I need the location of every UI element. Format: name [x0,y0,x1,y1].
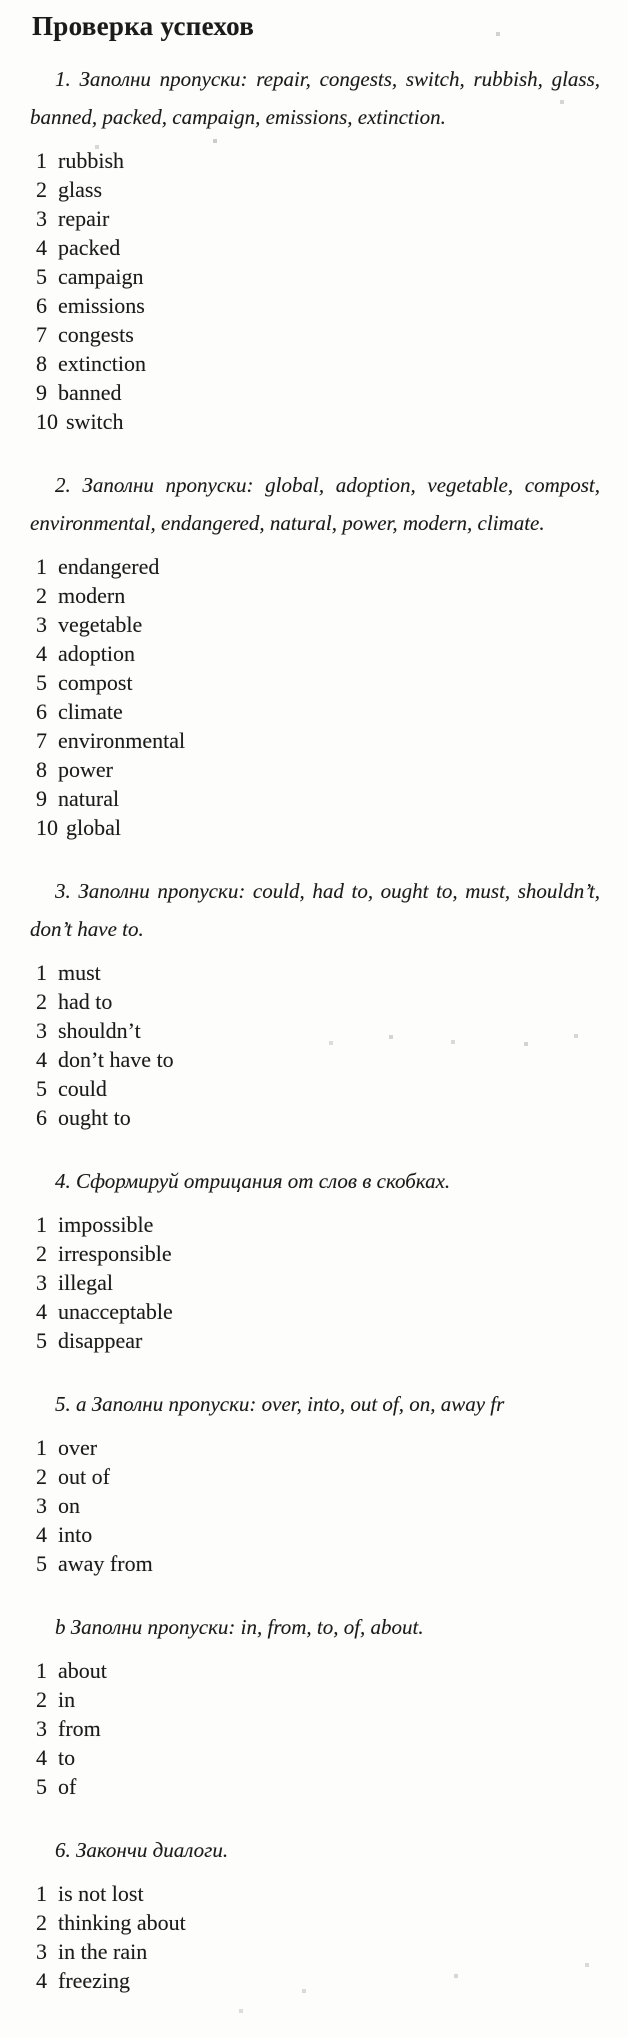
answer-text: adoption [58,641,135,666]
answer-text: of [58,1774,77,1799]
answer-text: congests [58,322,134,347]
answer-text: extinction [58,351,146,376]
answer-number: 1 [36,1658,47,1683]
answer-text: modern [58,583,126,608]
answer-number: 3 [36,1018,47,1043]
answer-item [36,1772,600,1801]
answer-item [36,697,600,726]
answer-text: climate [58,699,123,724]
exercise-instruction: 2. Заполни пропуски: global, adoption, vegetable, compost, environmental, endangered, natural, power, modern, climate. [30,473,600,535]
answer-text: could [58,1076,107,1101]
answer-item [36,1326,600,1355]
answer-list [30,1879,600,1995]
answer-item [36,146,600,175]
answer-item [36,639,600,668]
answer-number: 1 [36,1881,47,1906]
answer-text: repair [58,206,110,231]
answer-number: 1 [36,1212,47,1237]
answer-item [36,407,600,436]
exercise-instruction: 1. Заполни пропуски: repair, congests, switch, rubbish, glass, banned, packed, campaign, emissions, extinction. [30,67,600,129]
answer-text: had to [58,989,113,1014]
answer-number: 1 [36,1435,47,1460]
answer-number: 5 [36,1774,47,1799]
exercise-section [30,1831,600,1995]
answer-number: 3 [36,1270,47,1295]
answer-number: 5 [36,264,47,289]
answer-number: 10 [36,815,58,840]
answer-list [30,552,600,842]
answer-number: 6 [36,699,47,724]
answer-text: impossible [58,1212,154,1237]
answer-text: unacceptable [58,1299,173,1324]
answer-item [36,987,600,1016]
answer-text: natural [58,786,120,811]
answer-item [36,668,600,697]
answer-item [36,726,600,755]
answer-number: 3 [36,1939,47,1964]
answer-number: 7 [36,322,47,347]
exercise-instruction: 4. Сформируй отрицания от слов в скобках. [55,1169,451,1193]
answer-item [36,1462,600,1491]
answer-item [36,1103,600,1132]
answer-text: in the rain [58,1939,148,1964]
answer-number: 1 [36,554,47,579]
answer-number: 4 [36,1047,47,1072]
answer-item [36,784,600,813]
exercise-section [30,1162,600,1355]
answer-text: must [58,960,101,985]
answer-item [36,552,600,581]
exercise-section [30,466,600,842]
answer-number: 7 [36,728,47,753]
answer-number: 4 [36,1968,47,1993]
answer-text: don’t have to [58,1047,174,1072]
answer-item [36,291,600,320]
answer-number: 3 [36,612,47,637]
answer-number: 5 [36,1551,47,1576]
answer-text: on [58,1493,80,1518]
answer-number: 4 [36,1745,47,1770]
answer-number: 4 [36,641,47,666]
answer-text: glass [58,177,102,202]
answer-text: away from [58,1551,153,1576]
answer-item [36,958,600,987]
answer-number: 4 [36,235,47,260]
answer-list [30,146,600,436]
answer-text: rubbish [58,148,124,173]
answer-item [36,1297,600,1326]
exercise-instruction: 5. a Заполни пропуски: over, into, out of, on, away fr [55,1392,505,1416]
exercise-instruction: 3. Заполни пропуски: could, had to, ought to, must, shouldn’t, don’t have to. [30,879,600,941]
answer-text: disappear [58,1328,143,1353]
answer-list [30,1656,600,1801]
answer-text: emissions [58,293,145,318]
answer-item [36,610,600,639]
answer-number: 9 [36,380,47,405]
answer-item [36,1491,600,1520]
answer-item [36,1210,600,1239]
answer-item [36,1743,600,1772]
answer-number: 1 [36,960,47,985]
answer-item [36,1685,600,1714]
answer-number: 1 [36,148,47,173]
answer-item [36,1045,600,1074]
answer-list [30,958,600,1132]
answer-number: 3 [36,1716,47,1741]
answer-text: over [58,1435,98,1460]
answer-item [36,1239,600,1268]
answer-number: 8 [36,757,47,782]
answer-number: 6 [36,293,47,318]
answer-item [36,813,600,842]
answer-number: 3 [36,1493,47,1518]
answer-item [36,755,600,784]
answer-number: 2 [36,1241,47,1266]
answer-item [36,204,600,233]
answer-number: 10 [36,409,58,434]
answer-text: environmental [58,728,186,753]
answer-text: freezing [58,1968,131,1993]
answer-item [36,1520,600,1549]
answer-text: global [66,815,121,840]
answer-item [36,175,600,204]
answer-item [36,1879,600,1908]
answer-item [36,1433,600,1462]
answer-list [30,1210,600,1355]
answer-number: 5 [36,1076,47,1101]
answer-text: switch [66,409,124,434]
answer-item [36,1074,600,1103]
answer-text: to [58,1745,76,1770]
answer-text: banned [58,380,122,405]
answer-text: about [58,1658,107,1683]
answer-number: 4 [36,1299,47,1324]
answer-item [36,320,600,349]
answer-item [36,1937,600,1966]
answer-number: 2 [36,1687,47,1712]
answer-number: 2 [36,1464,47,1489]
answer-number: 5 [36,1328,47,1353]
answer-item [36,349,600,378]
answer-number: 8 [36,351,47,376]
answer-item [36,1714,600,1743]
answer-item [36,1016,600,1045]
exercise-section [30,60,600,436]
exercise-section [30,1608,600,1801]
answer-number: 2 [36,177,47,202]
answer-item [36,378,600,407]
exercise-section [30,872,600,1132]
answer-item [36,262,600,291]
answer-number: 6 [36,1105,47,1130]
answer-list [30,1433,600,1578]
answer-number: 2 [36,583,47,608]
answer-text: campaign [58,264,144,289]
exercise-instruction: b Заполни пропуски: in, from, to, of, about. [55,1615,424,1639]
answer-item [36,581,600,610]
answer-item [36,1268,600,1297]
answer-text: packed [58,235,121,260]
answer-text: from [58,1716,101,1741]
answer-number: 9 [36,786,47,811]
answer-item [36,1549,600,1578]
answer-text: thinking about [58,1910,186,1935]
answer-text: is not lost [58,1881,144,1906]
answer-item [36,1966,600,1995]
answer-item [36,1908,600,1937]
answer-text: vegetable [58,612,143,637]
answer-text: in [58,1687,76,1712]
exercise-instruction: 6. Закончи диалоги. [55,1838,229,1862]
answer-text: out of [58,1464,110,1489]
exercise-section [30,1385,600,1578]
answer-text: ought to [58,1105,131,1130]
scan-noise-artifacts [0,0,2,2]
answer-number: 2 [36,1910,47,1935]
page-title: Проверка успехов [32,11,255,41]
answer-number: 3 [36,206,47,231]
answer-text: illegal [58,1270,113,1295]
exercise-sections [30,60,600,1995]
answer-text: irresponsible [58,1241,172,1266]
answer-text: endangered [58,554,160,579]
answer-text: compost [58,670,133,695]
answer-item [36,1656,600,1685]
answer-text: into [58,1522,93,1547]
answer-number: 4 [36,1522,47,1547]
answer-text: power [58,757,113,782]
answer-item [36,233,600,262]
answer-number: 2 [36,989,47,1014]
answer-number: 5 [36,670,47,695]
answer-text: shouldn’t [58,1018,141,1043]
